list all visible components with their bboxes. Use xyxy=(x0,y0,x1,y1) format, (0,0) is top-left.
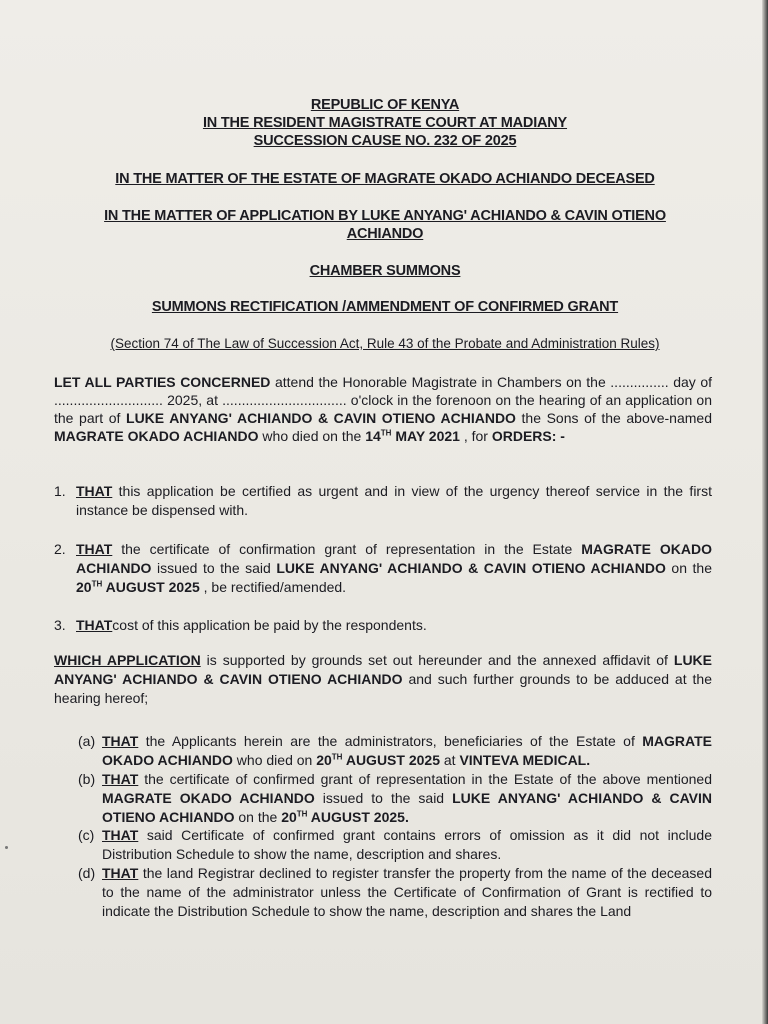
intro-date: 14TH MAY 2021 xyxy=(365,428,460,444)
intro-text-4: , for xyxy=(459,428,492,444)
ground-item-b: (b) THAT the certificate of confirmed grant of representation in the Estate of the above mentioned MAGRATE OKADO ACHIANDO issued to the said LUKE ANYANG' ACHIANDO & CAVIN OTIENO ACHIANDO on the 20TH AUGUST 2025. xyxy=(78,771,712,825)
scan-speck xyxy=(5,846,8,849)
intro-deceased: MAGRATE OKADO ACHIANDO xyxy=(54,428,259,444)
statutory-reference: (Section 74 of The Law of Succession Act, Rule 43 of the Probate and Administration Rules) xyxy=(110,336,660,351)
intro-text-1: attend the Honorable Magistrate in Chambers on the ............... day of ............................ 2025, at ................................ o'clock in the forenoon on the hearing of an application on the part of xyxy=(54,374,712,426)
intro-text-2: the Sons of the above-named xyxy=(515,410,712,426)
order-item-2: 2. THAT the certificate of confirmation grant of representation in the Estate MAGRATE OKADO ACHIANDO issued to the said LUKE ANYANG' ACHIANDO & CAVIN OTIENO ACHIANDO on the 20TH AUGUST 2025 , be rectified/amended. xyxy=(54,541,712,595)
matter-application-heading-line1: IN THE MATTER OF APPLICATION BY LUKE ANYANG' ACHIANDO & CAVIN OTIENO xyxy=(104,208,666,224)
order-text: cost of this application be paid by the respondents. xyxy=(112,617,427,633)
matter-estate-heading: IN THE MATTER OF THE ESTATE OF MAGRATE OKADO ACHIANDO DECEASED xyxy=(115,171,655,187)
order-that: THAT xyxy=(76,483,113,499)
order-text: this application be certified as urgent and in view of the urgency thereof service in the first instance be dispensed with. xyxy=(76,483,712,518)
intro-applicants: LUKE ANYANG' ACHIANDO & CAVIN OTIENO ACHIANDO xyxy=(126,410,516,426)
intro-lead: LET ALL PARTIES CONCERNED xyxy=(54,374,271,390)
order-that: THAT xyxy=(76,541,113,557)
ground-item-a: (a) THAT the Applicants herein are the administrators, beneficiaries of the Estate of MAGRATE OKADO ACHIANDO who died on 20TH AUGUST 2025 at VINTEVA MEDICAL. xyxy=(78,733,712,768)
scan-edge-shadow xyxy=(762,0,768,1024)
order-item-1 xyxy=(54,482,712,520)
ground-item-c: (c) THAT said Certificate of confirmed grant contains errors of omission as it did not include Distribution Schedule to show the name, description and shares. xyxy=(78,827,712,862)
summons-title: SUMMONS RECTIFICATION /AMMENDMENT OF CONFIRMED GRANT xyxy=(151,299,619,315)
order-number: 1. xyxy=(54,483,66,499)
intro-orders: ORDERS: - xyxy=(491,428,565,444)
header-cause-number: SUCCESSION CAUSE NO. 232 OF 2025 xyxy=(253,133,517,149)
intro-text-3: who died on the xyxy=(258,428,366,444)
chamber-summons-heading: CHAMBER SUMMONS xyxy=(309,263,461,279)
which-application-paragraph: WHICH APPLICATION is supported by grounds set out hereunder and the annexed affidavit of LUKE ANYANG' ACHIANDO & CAVIN OTIENO ACHIANDO and such further grounds to be adduced at the hearing hereof; xyxy=(54,652,713,706)
order-date: 20TH AUGUST 2025 xyxy=(76,579,200,595)
which-lead: WHICH APPLICATION xyxy=(54,652,201,668)
intro-paragraph xyxy=(54,373,712,445)
order-number: 2. xyxy=(54,541,66,557)
header-court: IN THE RESIDENT MAGISTRATE COURT AT MADIANY xyxy=(202,115,568,131)
order-number: 3. xyxy=(54,617,66,633)
order-that: THAT xyxy=(76,617,113,633)
header-country: REPUBLIC OF KENYA xyxy=(310,97,460,113)
matter-application-heading-line2: ACHIANDO xyxy=(346,226,424,242)
ground-item-d: (d) THAT the land Registrar declined to register transfer the property from the name of the deceased to the name of the administrator unless the Certificate of Confirmation of Grant is rectified to indicate the Distribution Schedule to show the name, description and shares the Land xyxy=(78,865,712,919)
order-item-3 xyxy=(54,616,712,635)
